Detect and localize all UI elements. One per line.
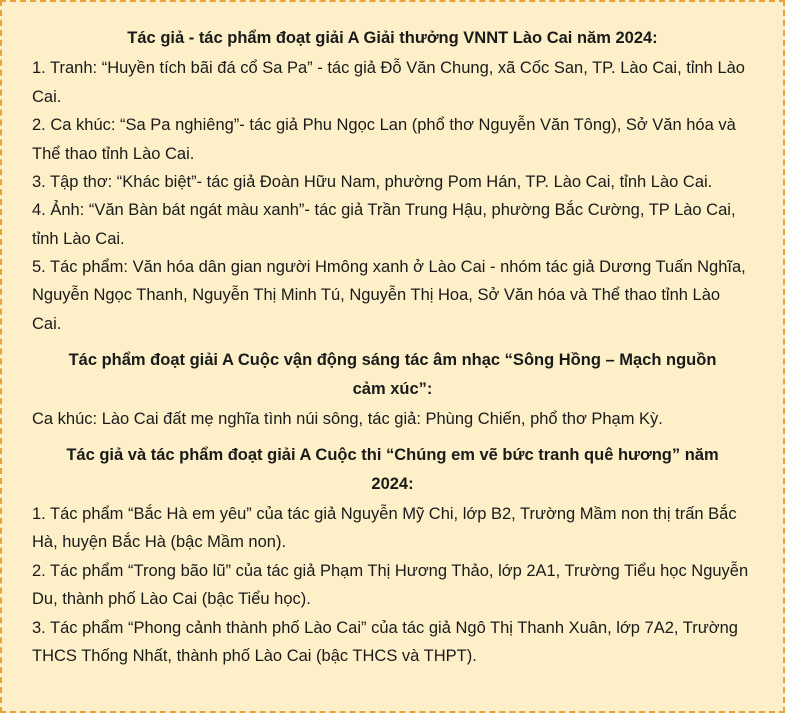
section-heading-3: Tác giả và tác phẩm đoạt giải A Cuộc thi “Chúng em vẽ bức tranh quê hương” năm 2024: xyxy=(66,446,719,493)
section-body-2 xyxy=(32,405,753,433)
list-item: Ca khúc: Lào Cai đất mẹ nghĩa tình núi sông, tác giả: Phùng Chiến, phổ thơ Phạm Kỳ. xyxy=(32,409,663,428)
list-item: 3. Tập thơ: “Khác biệt”- tác giả Đoàn Hữu Nam, phường Pom Hán, TP. Lào Cai, tỉnh Lào Cai. xyxy=(32,172,713,191)
section-heading-1: Tác giả - tác phẩm đoạt giải A Giải thưởng VNNT Lào Cai năm 2024: xyxy=(127,29,658,47)
list-item: 3. Tác phẩm “Phong cảnh thành phố Lào Cai” của tác giả Ngô Thị Thanh Xuân, lớp 7A2, Trường THCS Thống Nhất, thành phố Lào Cai (bậc THCS và THPT). xyxy=(32,618,738,665)
list-item: 5. Tác phẩm: Văn hóa dân gian người Hmông xanh ở Lào Cai - nhóm tác giả Dương Tuấn Nghĩa, Nguyễn Ngọc Thanh, Nguyễn Thị Minh Tú, Nguyễn Thị Hoa, Sở Văn hóa và Thể thao tỉnh Lào Cai. xyxy=(32,258,746,333)
document-content xyxy=(32,24,753,670)
list-item: 4. Ảnh: “Văn Bàn bát ngát màu xanh”- tác giả Trần Trung Hậu, phường Bắc Cường, TP Lào Cai, tỉnh Lào Cai. xyxy=(32,201,736,248)
list-item: 2. Tác phẩm “Trong bão lũ” của tác giả Phạm Thị Hương Thảo, lớp 2A1, Trường Tiểu học Nguyễn Du, thành phố Lào Cai (bậc Tiểu học). xyxy=(32,561,749,609)
section-body-3 xyxy=(32,500,753,670)
section-body-1 xyxy=(32,54,753,338)
list-item: 1. Tác phẩm “Bắc Hà em yêu” của tác giả Nguyễn Mỹ Chi, lớp B2, Trường Mầm non thị trấn Bắc Hà, huyện Bắc Hà (bậc Mầm non). xyxy=(32,505,737,552)
list-item: 2. Ca khúc: “Sa Pa nghiêng”- tác giả Phu Ngọc Lan (phổ thơ Nguyễn Văn Tông), Sở Văn hóa và Thể thao tỉnh Lào Cai. xyxy=(32,116,736,163)
section-heading-2: Tác phẩm đoạt giải A Cuộc vận động sáng tác âm nhạc “Sông Hồng – Mạch nguồn cảm xúc”: xyxy=(68,351,717,398)
list-item: 1. Tranh: “Huyền tích bãi đá cổ Sa Pa” - tác giả Đỗ Văn Chung, xã Cốc San, TP. Lào Cai, tỉnh Lào Cai. xyxy=(32,59,745,106)
